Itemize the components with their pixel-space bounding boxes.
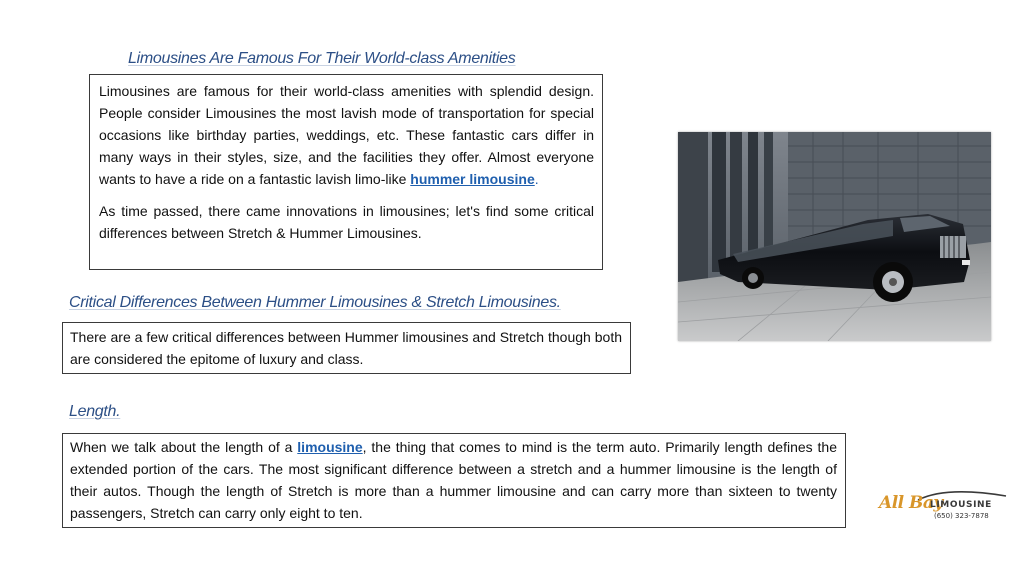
hummer-limousine-link[interactable]: hummer limousine [410,171,535,187]
logo-wordmark: LIMOUSINE [930,500,992,510]
logo-script-text: All Bay [879,493,943,513]
section-heading-differences: Critical Differences Between Hummer Limousines & Stretch Limousines. [69,294,561,311]
amenities-paragraph [99,80,594,190]
innovations-paragraph: As time passed, there came innovations in limousines; let's find some critical differences between Stretch & Hummer Limousines. [99,203,594,241]
amenities-paragraph-end: . [534,171,539,187]
hummer-limousine-photo [678,132,991,341]
section-heading-amenities: Limousines Are Famous For Their World-class Amenities [128,50,516,67]
logo-phone-number: (650) 323-7878 [934,512,989,520]
limousine-link[interactable]: limousine [297,439,363,455]
differences-paragraph: There are a few critical differences between Hummer limousines and Stretch though both are considered the epitome of luxury and class. [70,329,622,367]
all-bay-limousine-logo[interactable] [876,488,1008,524]
length-text-box [62,433,846,528]
amenities-paragraph-text: Limousines are famous for their world-class amenities with splendid design. People consider Limousines the most lavish mode of transportation for special occasions like birthday parties, weddings, etc. These fantastic cars differ in many ways in their styles, size, and the facilities they offer. Almost everyone wants to have a ride on a fantastic lavish limo-like [99,83,594,187]
length-paragraph-start: When we talk about the length of a [70,439,298,455]
amenities-text-box [89,74,603,270]
length-paragraph-end: , the thing that comes to mind is the term auto. Primarily length defines the extended portion of the cars. The most significant difference between a stretch and a hummer limousine is the length of their autos. Though the length of Stretch is more than a hummer limousine and can carry more than sixteen to twenty passengers, Stretch can carry only eight to ten. [70,439,837,521]
differences-text-box [62,322,631,374]
length-paragraph [70,436,837,524]
section-heading-length: Length. [69,403,121,420]
